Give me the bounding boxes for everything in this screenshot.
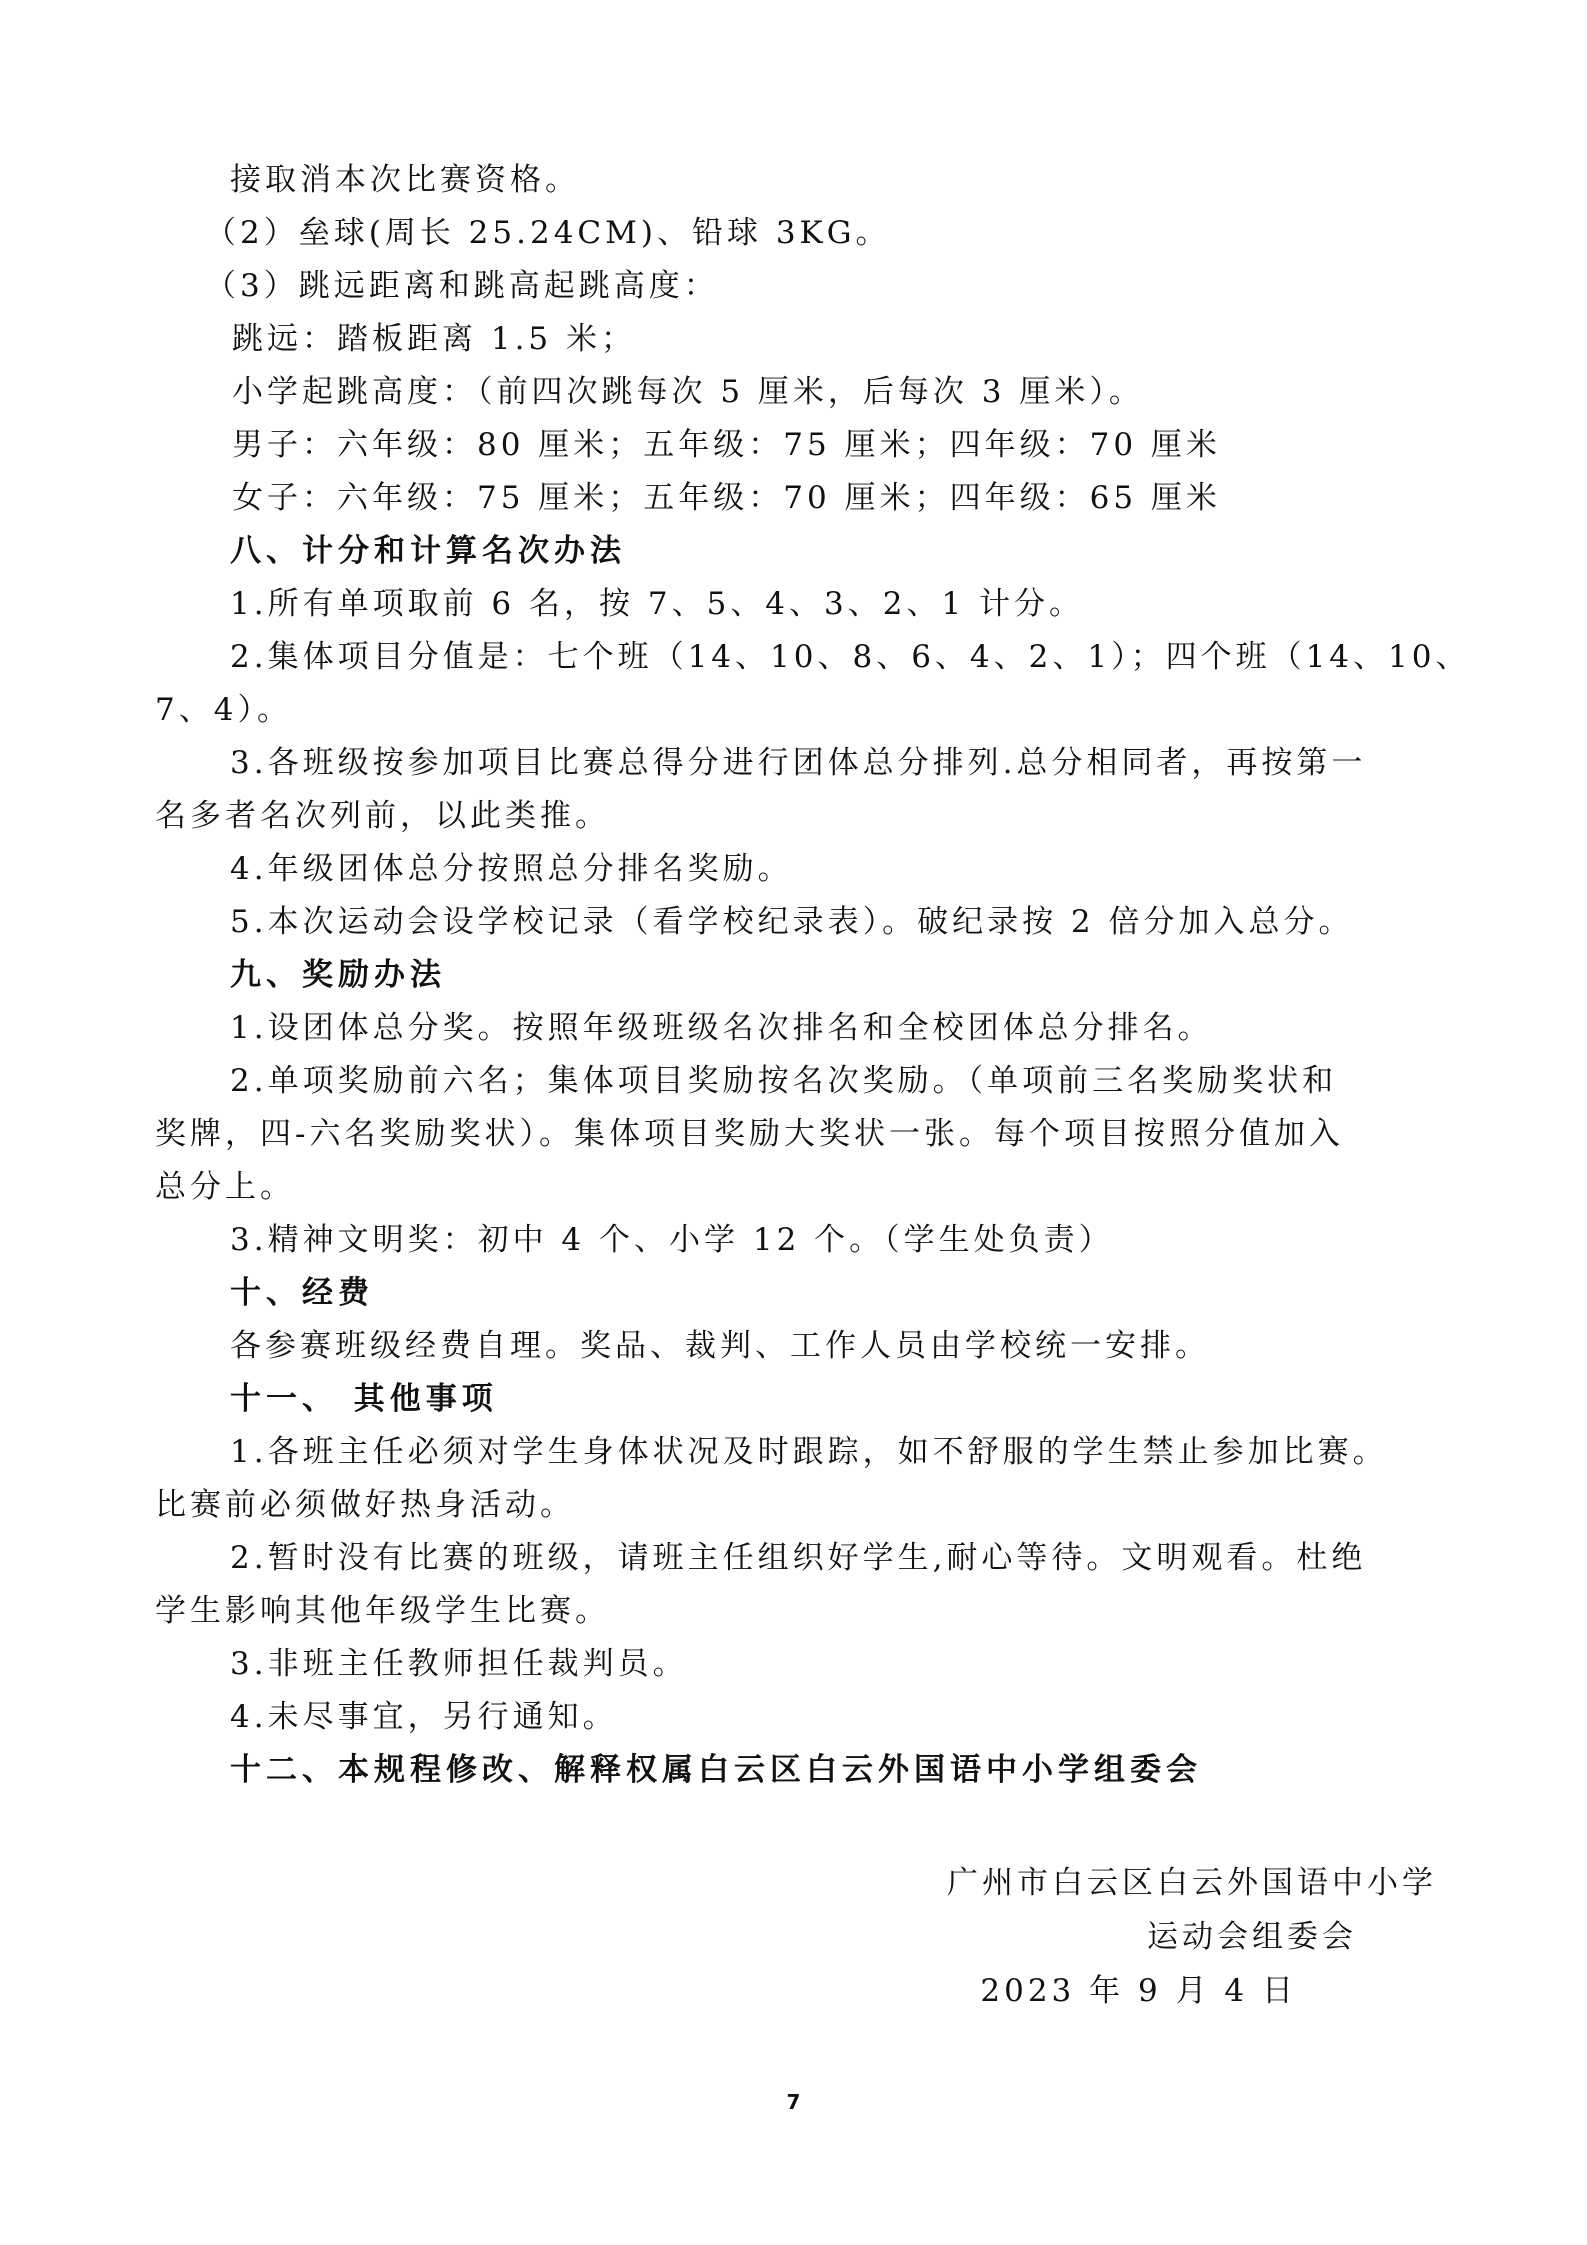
body-line: 跳远：踏板距离 1.5 米；: [232, 321, 637, 357]
body-line: 名多者名次列前，以此类推。: [155, 798, 610, 834]
body-line: 1.所有单项取前 6 名，按 7、5、4、3、2、1 计分。: [230, 586, 1085, 622]
section-heading: 十、经费: [230, 1275, 374, 1311]
body-line: 学生影响其他年级学生比赛。: [155, 1593, 610, 1629]
signature-organization: 广州市白云区白云外国语中小学: [947, 1865, 1437, 1901]
body-line: 4.年级团体总分按照总分排名奖励。: [230, 851, 793, 887]
body-line: 2.单项奖励前六名；集体项目奖励按名次奖励。（单项前三名奖励奖状和: [230, 1063, 1338, 1099]
body-line: 男子：六年级：80 厘米；五年级：75 厘米；四年级：70 厘米: [232, 427, 1221, 463]
body-line: 总分上。: [155, 1169, 295, 1205]
body-line: 5.本次运动会设学校记录（看学校纪录表）。破纪录按 2 倍分加入总分。: [230, 904, 1354, 940]
body-line: 接取消本次比赛资格。: [230, 162, 580, 198]
body-line: 3.精神文明奖：初中 4 个、小学 12 个。（学生处负责）: [230, 1222, 1114, 1258]
body-line: 奖牌，四-六名奖励奖状）。集体项目奖励大奖状一张。每个项目按照分值加入: [155, 1116, 1344, 1152]
body-line: 1.设团体总分奖。按照年级班级名次排名和全校团体总分排名。: [230, 1010, 1213, 1046]
section-heading: 十一、 其他事项: [230, 1381, 498, 1417]
section-heading: 十二、本规程修改、解释权属白云区白云外国语中小学组委会: [230, 1752, 1202, 1788]
signature-date: 2023 年 9 月 4 日: [980, 1973, 1297, 2009]
section-heading: 八、计分和计算名次办法: [230, 533, 626, 569]
body-line: （3）跳远距离和跳高起跳高度：: [205, 268, 719, 304]
body-line: 2.暂时没有比赛的班级，请班主任组织好学生,耐心等待。文明观看。杜绝: [230, 1540, 1367, 1576]
body-line: 7、4）。: [155, 692, 292, 728]
signature-committee: 运动会组委会: [1147, 1919, 1357, 1955]
body-line: 各参赛班级经费自理。奖品、裁判、工作人员由学校统一安排。: [230, 1328, 1210, 1364]
body-line: 3.非班主任教师担任裁判员。: [230, 1646, 688, 1682]
body-line: 3.各班级按参加项目比赛总得分进行团体总分排列.总分相同者，再按第一: [230, 745, 1367, 781]
page-number: 7: [786, 2090, 801, 2114]
body-line: 4.未尽事宜，另行通知。: [230, 1699, 618, 1735]
body-line: 比赛前必须做好热身活动。: [155, 1487, 575, 1523]
body-line: 1.各班主任必须对学生身体状况及时跟踪，如不舒服的学生禁止参加比赛。: [230, 1434, 1388, 1470]
section-heading: 九、奖励办法: [230, 957, 446, 993]
body-line: 2.集体项目分值是：七个班（14、10、8、6、4、2、1）；四个班（14、10、: [230, 639, 1471, 675]
body-line: 小学起跳高度：（前四次跳每次 5 厘米，后每次 3 厘米）。: [232, 374, 1144, 410]
body-line: （2）垒球(周长 25.24CM)、铅球 3KG。: [205, 215, 891, 251]
body-line: 女子：六年级：75 厘米；五年级：70 厘米；四年级：65 厘米: [232, 480, 1221, 516]
